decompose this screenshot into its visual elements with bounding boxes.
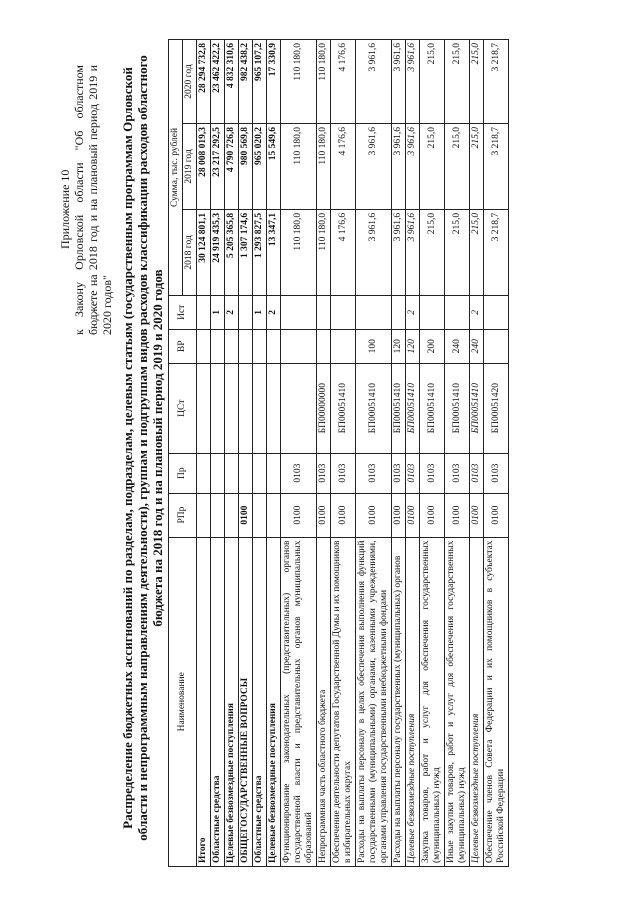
row-2020: 3 961,6 — [406, 40, 420, 124]
row-pr: 0103 — [445, 453, 470, 493]
row-vr: 100 — [356, 329, 392, 363]
row-rpr: 0100 — [331, 493, 356, 537]
row-name: Расходы на выплаты персоналу государственных (муниципальных) органов — [392, 537, 406, 866]
table-row — [406, 40, 420, 867]
row-ist — [281, 295, 317, 329]
row-name: Обеспечение членов Совета Федерации и их помощников в субъектах Российской Федерации — [484, 537, 509, 866]
row-cst: БП00051410 — [470, 363, 484, 453]
row-pr: 0103 — [406, 453, 420, 493]
row-2020: 3 961,6 — [356, 40, 392, 124]
row-vr — [239, 329, 253, 363]
row-pr — [211, 453, 225, 493]
table-row — [356, 40, 392, 867]
row-cst — [281, 363, 317, 453]
row-pr — [197, 453, 211, 493]
row-pr: 0103 — [281, 453, 317, 493]
row-2018: 215,0 — [470, 209, 484, 295]
table-row — [253, 40, 267, 867]
table-row — [211, 40, 225, 867]
row-pr: 0103 — [420, 453, 445, 493]
row-ist: 2 — [267, 295, 281, 329]
row-pr: 0103 — [470, 453, 484, 493]
row-cst: БП00051410 — [331, 363, 356, 453]
row-ist: 2 — [225, 295, 239, 329]
row-cst — [267, 363, 281, 453]
appendix-law-reference: к Закону Орловской области "Об областном бюджете на 2018 год и на плановый период 2019 и 2020 годов" — [72, 65, 114, 335]
row-2019: 3 961,6 — [406, 124, 420, 210]
table-row — [197, 40, 211, 867]
row-rpr: 0100 — [281, 493, 317, 537]
row-ist — [445, 295, 470, 329]
row-cst: БП00051420 — [484, 363, 509, 453]
row-2020: 215,0 — [420, 40, 445, 124]
row-ist: 1 — [211, 295, 225, 329]
row-cst — [197, 363, 211, 453]
row-2018: 30 124 801,1 — [197, 209, 211, 295]
col-header-2019: 2019 год — [183, 124, 197, 210]
col-header-name: Наименование — [169, 537, 197, 866]
appendix-number: Приложение 10 — [58, 169, 72, 249]
row-cst: БП00051410 — [445, 363, 470, 453]
row-cst — [211, 363, 225, 453]
table-row — [445, 40, 470, 867]
row-pr — [253, 453, 267, 493]
document-title: Распределение бюджетных ассигнований по разделам, подразделам, целевым статьям (государственным программам Орловской области и непрограммным направлениям деятельности), группам и подгруппам видов расходов классификации расходов областного бюджета на 2018 год и на плановый период 2019 и 2020 годов — [120, 55, 165, 841]
row-2019: 3 961,6 — [356, 124, 392, 210]
row-name: Функционирование законодательных (представительных) органов государственной власти и представительных органов муниципальных образований — [281, 537, 317, 866]
col-header-2018: 2018 год — [183, 209, 197, 295]
row-2020: 215,0 — [445, 40, 470, 124]
table-row — [392, 40, 406, 867]
row-2020: 3 961,6 — [392, 40, 406, 124]
col-header-pr: Пр — [169, 453, 197, 493]
row-2019: 980 569,8 — [239, 124, 253, 210]
row-rpr — [197, 493, 211, 537]
row-rpr — [267, 493, 281, 537]
row-2019: 28 008 019,3 — [197, 124, 211, 210]
row-2020: 215,0 — [470, 40, 484, 124]
row-ist — [356, 295, 392, 329]
row-vr — [225, 329, 239, 363]
row-ist — [197, 295, 211, 329]
row-rpr: 0100 — [356, 493, 392, 537]
row-rpr — [225, 493, 239, 537]
row-2019: 215,0 — [445, 124, 470, 210]
row-name: Итого — [197, 537, 211, 866]
row-cst — [225, 363, 239, 453]
row-ist — [392, 295, 406, 329]
row-pr: 0103 — [484, 453, 509, 493]
col-header-rpr: РПр — [169, 493, 197, 537]
row-2018: 110 180,0 — [317, 209, 331, 295]
row-2020: 4 176,6 — [331, 40, 356, 124]
row-2018: 3 961,6 — [392, 209, 406, 295]
row-vr: 240 — [470, 329, 484, 363]
row-ist — [239, 295, 253, 329]
row-vr — [484, 329, 509, 363]
row-name: Целевые безвозмездные поступления — [267, 537, 281, 866]
row-name: Областные средства — [211, 537, 225, 866]
row-2019: 3 961,6 — [392, 124, 406, 210]
row-vr: 120 — [406, 329, 420, 363]
row-name: Иные закупки товаров, работ и услуг для обеспечения государственных (муниципальных) нужд — [445, 537, 470, 866]
row-2019: 110 180,0 — [281, 124, 317, 210]
row-rpr: 0100 — [392, 493, 406, 537]
col-header-2020: 2020 год — [183, 40, 197, 124]
row-2018: 215,0 — [445, 209, 470, 295]
row-rpr: 0100 — [484, 493, 509, 537]
table-row — [331, 40, 356, 867]
row-rpr: 0100 — [317, 493, 331, 537]
row-2020: 23 462 422,2 — [211, 40, 225, 124]
table-row — [420, 40, 445, 867]
row-ist: 2 — [470, 295, 484, 329]
row-vr — [197, 329, 211, 363]
row-2019: 23 217 292,5 — [211, 124, 225, 210]
row-name: Областные средства — [253, 537, 267, 866]
row-2019: 15 549,6 — [267, 124, 281, 210]
col-header-vr: ВР — [169, 329, 197, 363]
row-2020: 110 180,0 — [317, 40, 331, 124]
row-rpr: 0100 — [420, 493, 445, 537]
row-pr: 0103 — [331, 453, 356, 493]
row-cst: БП00000000 — [317, 363, 331, 453]
row-2020: 28 294 732,8 — [197, 40, 211, 124]
row-name: Закупка товаров, работ и услуг для обеспечения государственных (муниципальных) нужд — [420, 537, 445, 866]
row-vr: 240 — [445, 329, 470, 363]
row-ist: 2 — [406, 295, 420, 329]
row-2018: 3 218,7 — [484, 209, 509, 295]
row-rpr — [253, 493, 267, 537]
table-row — [239, 40, 253, 867]
table-row — [470, 40, 484, 867]
header-row — [169, 40, 183, 867]
row-pr — [239, 453, 253, 493]
col-header-sum: Сумма, тыс. рублей — [169, 40, 183, 296]
row-2018: 24 919 435,3 — [211, 209, 225, 295]
row-2019: 3 218,7 — [484, 124, 509, 210]
row-2018: 5 205 365,8 — [225, 209, 239, 295]
row-2018: 3 961,6 — [356, 209, 392, 295]
row-vr: 120 — [392, 329, 406, 363]
row-2020: 965 107,2 — [253, 40, 267, 124]
row-cst: БП00051410 — [420, 363, 445, 453]
table-row — [281, 40, 317, 867]
col-header-cst: ЦСт — [169, 363, 197, 453]
row-cst — [253, 363, 267, 453]
row-2019: 965 020,2 — [253, 124, 267, 210]
row-2018: 215,0 — [420, 209, 445, 295]
row-2019: 215,0 — [420, 124, 445, 210]
row-rpr: 0100 — [470, 493, 484, 537]
row-2018: 13 347,1 — [267, 209, 281, 295]
row-name: Целевые безвозмездные поступления — [406, 537, 420, 866]
row-2020: 3 218,7 — [484, 40, 509, 124]
table-row — [317, 40, 331, 867]
table-row — [484, 40, 509, 867]
row-2018: 110 180,0 — [281, 209, 317, 295]
row-ist — [317, 295, 331, 329]
row-vr — [253, 329, 267, 363]
row-name: ОБЩЕГОСУДАРСТВЕННЫЕ ВОПРОСЫ — [239, 537, 253, 866]
row-vr — [267, 329, 281, 363]
row-name: Целевые безвозмездные поступления — [470, 537, 484, 866]
row-vr: 200 — [420, 329, 445, 363]
row-cst: БП00051410 — [392, 363, 406, 453]
row-name: Обеспечение деятельности депутатов Государственной Думы и их помощников в избирательных округах — [331, 537, 356, 866]
row-name: Непрограммная часть областного бюджета — [317, 537, 331, 866]
row-2020: 17 330,9 — [267, 40, 281, 124]
row-cst — [239, 363, 253, 453]
row-2019: 4 176,6 — [331, 124, 356, 210]
row-pr: 0103 — [356, 453, 392, 493]
row-2018: 4 176,6 — [331, 209, 356, 295]
table-row — [225, 40, 239, 867]
col-header-ist: Ист — [169, 295, 197, 329]
row-rpr: 0100 — [239, 493, 253, 537]
appendix-note — [58, 65, 114, 335]
row-rpr: 0100 — [445, 493, 470, 537]
row-ist — [420, 295, 445, 329]
row-ist — [484, 295, 509, 329]
table-row — [267, 40, 281, 867]
row-2020: 982 438,2 — [239, 40, 253, 124]
row-rpr — [211, 493, 225, 537]
row-pr: 0103 — [392, 453, 406, 493]
row-rpr: 0100 — [406, 493, 420, 537]
row-vr — [281, 329, 317, 363]
row-2019: 110 180,0 — [317, 124, 331, 210]
row-2019: 215,0 — [470, 124, 484, 210]
row-pr — [225, 453, 239, 493]
row-2018: 3 961,6 — [406, 209, 420, 295]
row-name: Целевые безвозмездные поступления — [225, 537, 239, 866]
row-2018: 1 307 174,6 — [239, 209, 253, 295]
row-2018: 1 293 827,5 — [253, 209, 267, 295]
row-vr — [331, 329, 356, 363]
row-vr — [211, 329, 225, 363]
row-ist: 1 — [253, 295, 267, 329]
row-name: Расходы на выплаты персоналу в целях обеспечения выполнения функций государственными (муниципальными) органами, казенными учреждениями, органами управления государственными внебюджетными фондами — [356, 537, 392, 866]
row-cst: БП00051410 — [406, 363, 420, 453]
row-2019: 4 790 726,8 — [225, 124, 239, 210]
row-2020: 4 832 310,6 — [225, 40, 239, 124]
budget-table — [168, 39, 509, 867]
row-vr — [317, 329, 331, 363]
row-pr — [267, 453, 281, 493]
row-2020: 110 180,0 — [281, 40, 317, 124]
row-ist — [331, 295, 356, 329]
row-cst: БП00051410 — [356, 363, 392, 453]
row-pr: 0103 — [317, 453, 331, 493]
